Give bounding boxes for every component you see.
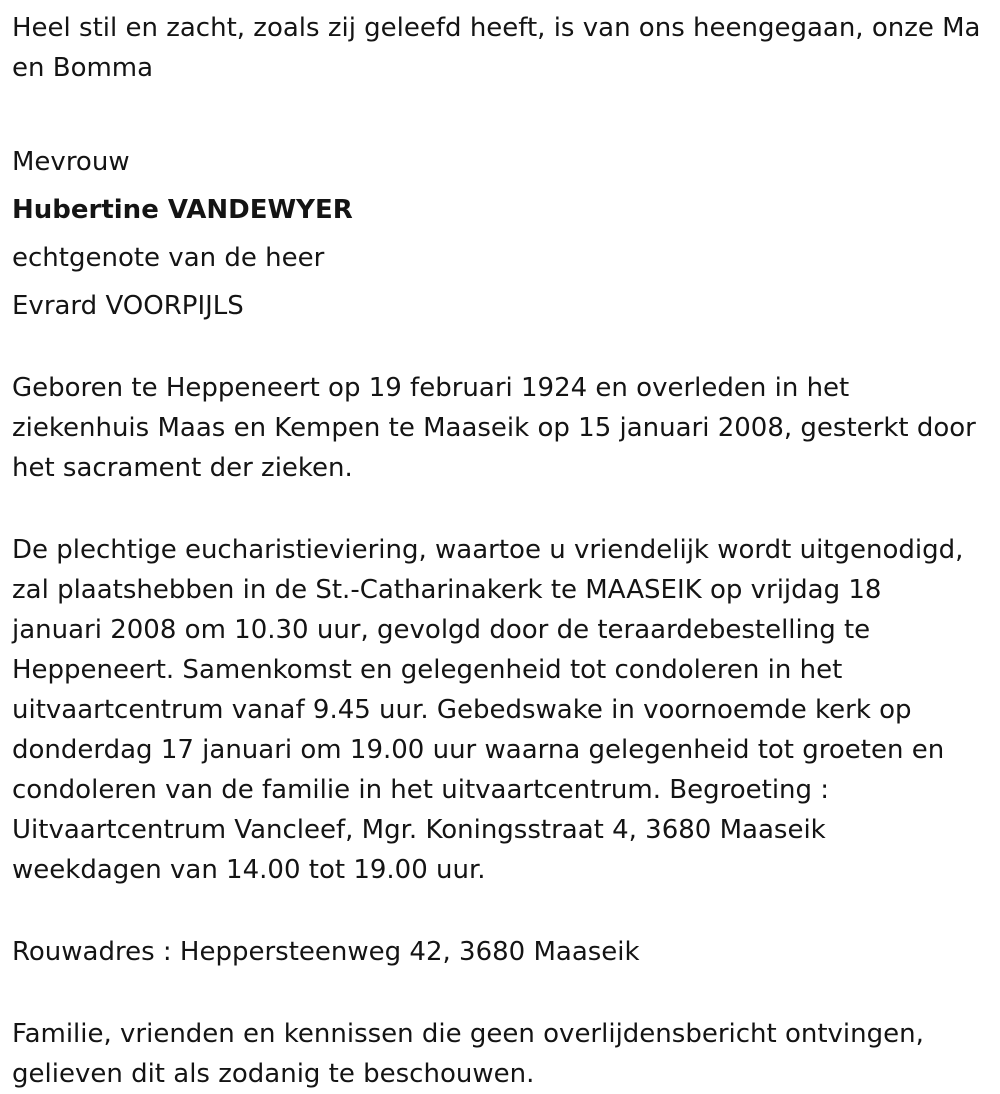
intro-line: Heel stil en zacht, zoals zij geleefd heeft, is van ons heengegaan, onze Ma	[12, 13, 981, 43]
spouse-label: echtgenote van de heer	[12, 243, 325, 273]
paragraph-line: gelieven dit als zodanig te beschouwen.	[12, 1059, 535, 1089]
birth-death-paragraph	[12, 368, 1000, 488]
obituary-notice	[12, 0, 1000, 1094]
intro-line: en Bomma	[12, 53, 154, 83]
paragraph-line: Geboren te Heppeneert op 19 februari 1924 en overleden in het	[12, 373, 850, 403]
paragraph-line: Heppeneert. Samenkomst en gelegenheid tot condoleren in het	[12, 655, 843, 685]
paragraph-line: Uitvaartcentrum Vancleef, Mgr. Koningsstraat 4, 3680 Maaseik	[12, 815, 826, 845]
paragraph-line: De plechtige eucharistieviering, waartoe u vriendelijk wordt uitgenodigd,	[12, 535, 964, 565]
intro-paragraph	[12, 8, 1000, 88]
paragraph-line: uitvaartcentrum vanaf 9.45 uur. Gebedswake in voornoemde kerk op	[12, 695, 912, 725]
paragraph-line: ziekenhuis Maas en Kempen te Maaseik op 15 januari 2008, gesterkt door	[12, 413, 976, 443]
paragraph-line: condoleren van de familie in het uitvaartcentrum. Begroeting :	[12, 775, 830, 805]
paragraph-line: zal plaatshebben in de St.-Catharinakerk te MAASEIK op vrijdag 18	[12, 575, 882, 605]
paragraph-line: donderdag 17 januari om 19.00 uur waarna gelegenheid tot groeten en	[12, 735, 945, 765]
paragraph-line: januari 2008 om 10.30 uur, gevolgd door de teraardebestelling te	[12, 615, 871, 645]
deceased-block	[12, 142, 1000, 334]
paragraph-line: weekdagen van 14.00 tot 19.00 uur.	[12, 855, 486, 885]
family-paragraph	[12, 1014, 1000, 1094]
deceased-name: Hubertine VANDEWYER	[12, 195, 353, 225]
paragraph-line: het sacrament der zieken.	[12, 453, 353, 483]
mourning-address-paragraph	[12, 932, 1000, 972]
mourning-address: Rouwadres : Heppersteenweg 42, 3680 Maaseik	[12, 937, 640, 967]
paragraph-line: Familie, vrienden en kennissen die geen overlijdensbericht ontvingen,	[12, 1019, 924, 1049]
ceremony-paragraph	[12, 530, 1000, 890]
deceased-title: Mevrouw	[12, 147, 130, 177]
spouse-name: Evrard VOORPIJLS	[12, 291, 244, 321]
